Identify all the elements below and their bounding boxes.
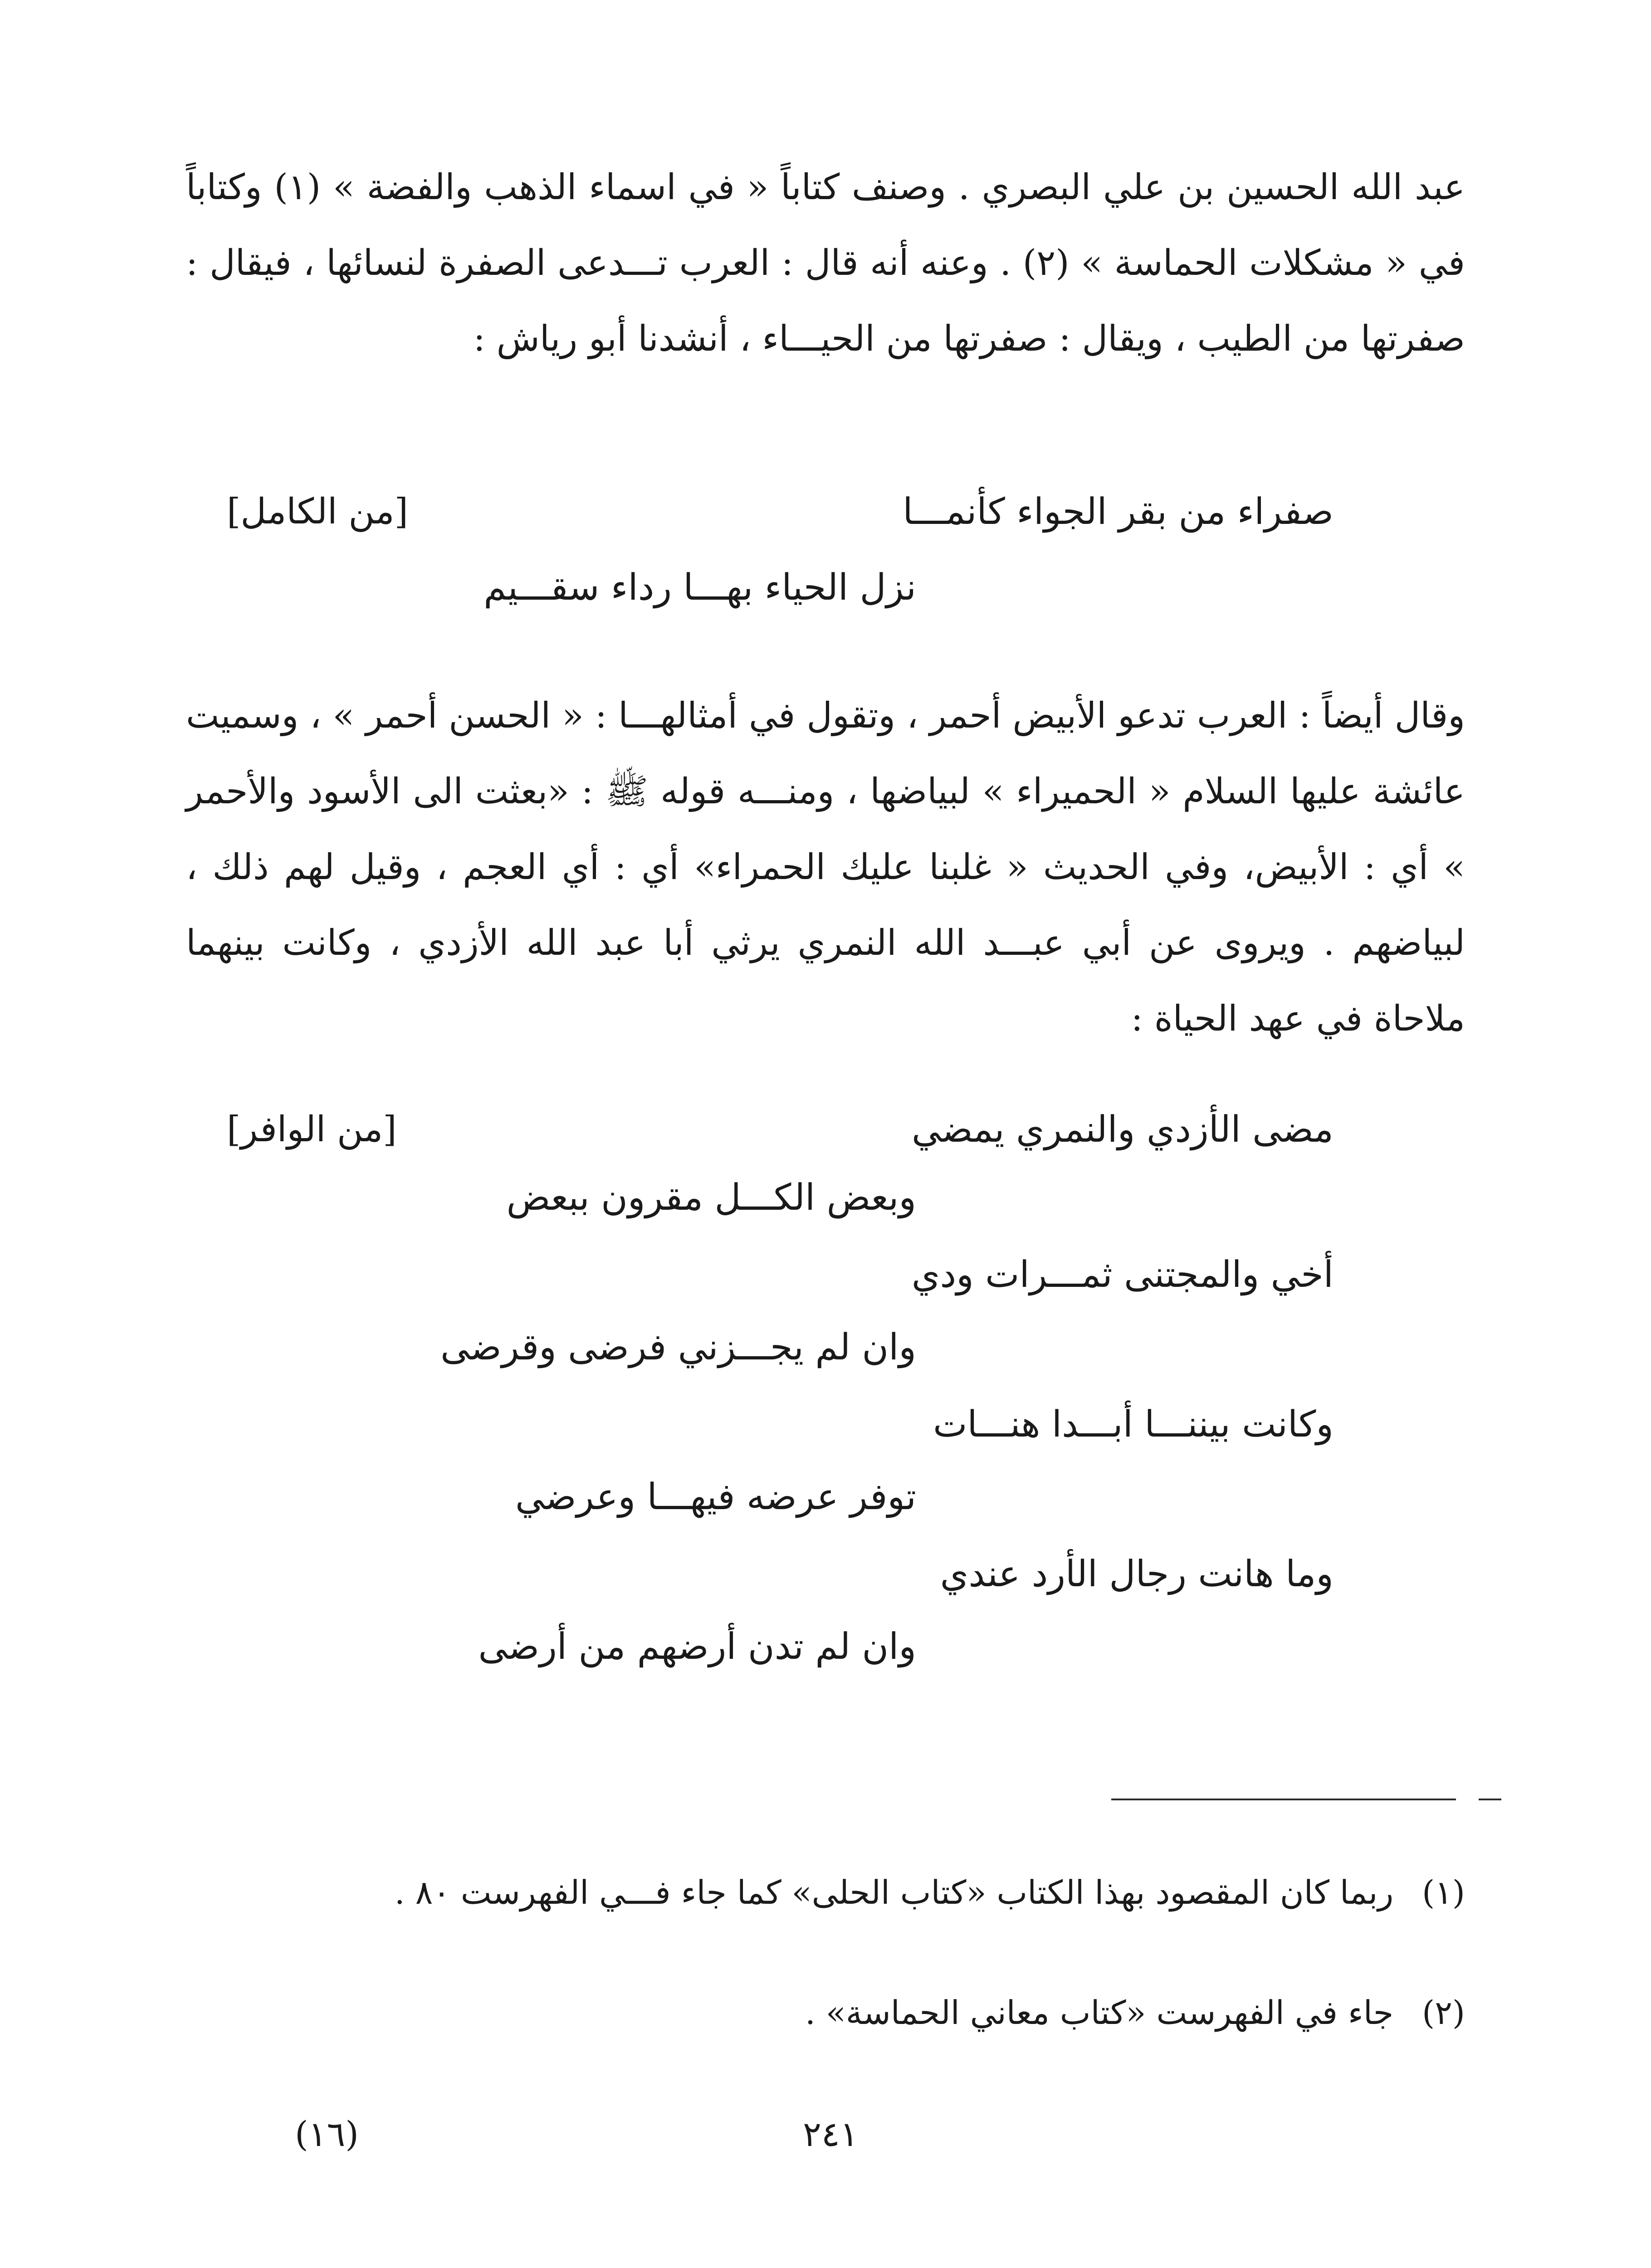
poem-2-verse-1-ajz: وبعض الكـــل مقرون ببعض xyxy=(506,1176,916,1218)
poem-2-verse-4-sadr: وما هانت رجال الأرد عندي xyxy=(940,1553,1334,1595)
poem-1-meter: [من الكامل] xyxy=(227,491,408,532)
paragraph-1: عبد الله الحسين بن علي البصري . وصنف كتاباً « في اسماء الذهب والفضة » (١) وكتاباً في « مشكلات الحماسة » (٢) . وعنه أنه قال : العرب تـــدعى الصفرة لنسائها ، فيقال : صفرتها من الطيب ، ويقال : صفرتها من الحيـــاء ، أنشدنا أبو رياش : xyxy=(186,167,1465,359)
poem-2-verse-2-ajz: وان لم يجـــزني فرضى وقرضى xyxy=(440,1326,916,1368)
footnote-1-text: ربما كان المقصود بهذا الكتاب «كتاب الحلى» كما جاء فـــي الفهرست ٨٠ . xyxy=(394,1873,1394,1911)
poem-2-verse-3-sadr: وكانت بيننـــا أبـــدا هنـــات xyxy=(933,1403,1334,1445)
footnote-2 xyxy=(186,1989,1465,2037)
footnote-2-text: جاء في الفهرست «كتاب معاني الحماسة» . xyxy=(805,1994,1394,2032)
poem-1-sadr: صفراء من بقر الجواء كأنمـــا xyxy=(903,490,1334,533)
poem-2-verse-2-sadr: أخي والمجتنى ثمـــرات ودي xyxy=(911,1253,1334,1295)
footnote-divider xyxy=(1111,1799,1456,1800)
poem-2-verse-1-sadr: مضى الأزدي والنمري يمضي xyxy=(912,1108,1334,1150)
sheet-number: (١٦) xyxy=(295,2114,359,2154)
poem-2-verse-3-ajz: توفر عرضه فيهـــا وعرضي xyxy=(515,1476,916,1518)
poem-2-meter: [من الوافر] xyxy=(227,1109,397,1150)
footnote-2-number: (٢) xyxy=(1422,1994,1465,2032)
poem-1-ajz: نزل الحياء بهـــا رداء سقـــيم xyxy=(484,566,916,608)
footnote-1 xyxy=(186,1869,1465,1916)
footnote-divider-dash xyxy=(1479,1799,1501,1800)
poem-2-verse-4-ajz: وان لم تدن أرضهم من أرضى xyxy=(478,1625,916,1667)
paragraph-2: وقال أيضاً : العرب تدعو الأبيض أحمر ، وتقول في أمثالهـــا : « الحسن أحمر » ، وسميت عائشة عليها السلام « الحميراء » لبياضها ، ومنـــه قوله ﷺ : «بعثت الى الأسود والأحمر » أي : الأبيض، وفي الحديث « غلبنا عليك الحمراء» أي : أي العجم ، وقيل لهم ذلك ، لبياضهم . ويروى عن أبي عبـــد الله النمري يرثي أبا عبد الله الأزدي ، وكانت بينهما ملاحاة في عهد الحياة : xyxy=(186,695,1465,1039)
footnote-1-number: (١) xyxy=(1422,1873,1465,1911)
page-number: ٢٤١ xyxy=(803,2114,859,2154)
